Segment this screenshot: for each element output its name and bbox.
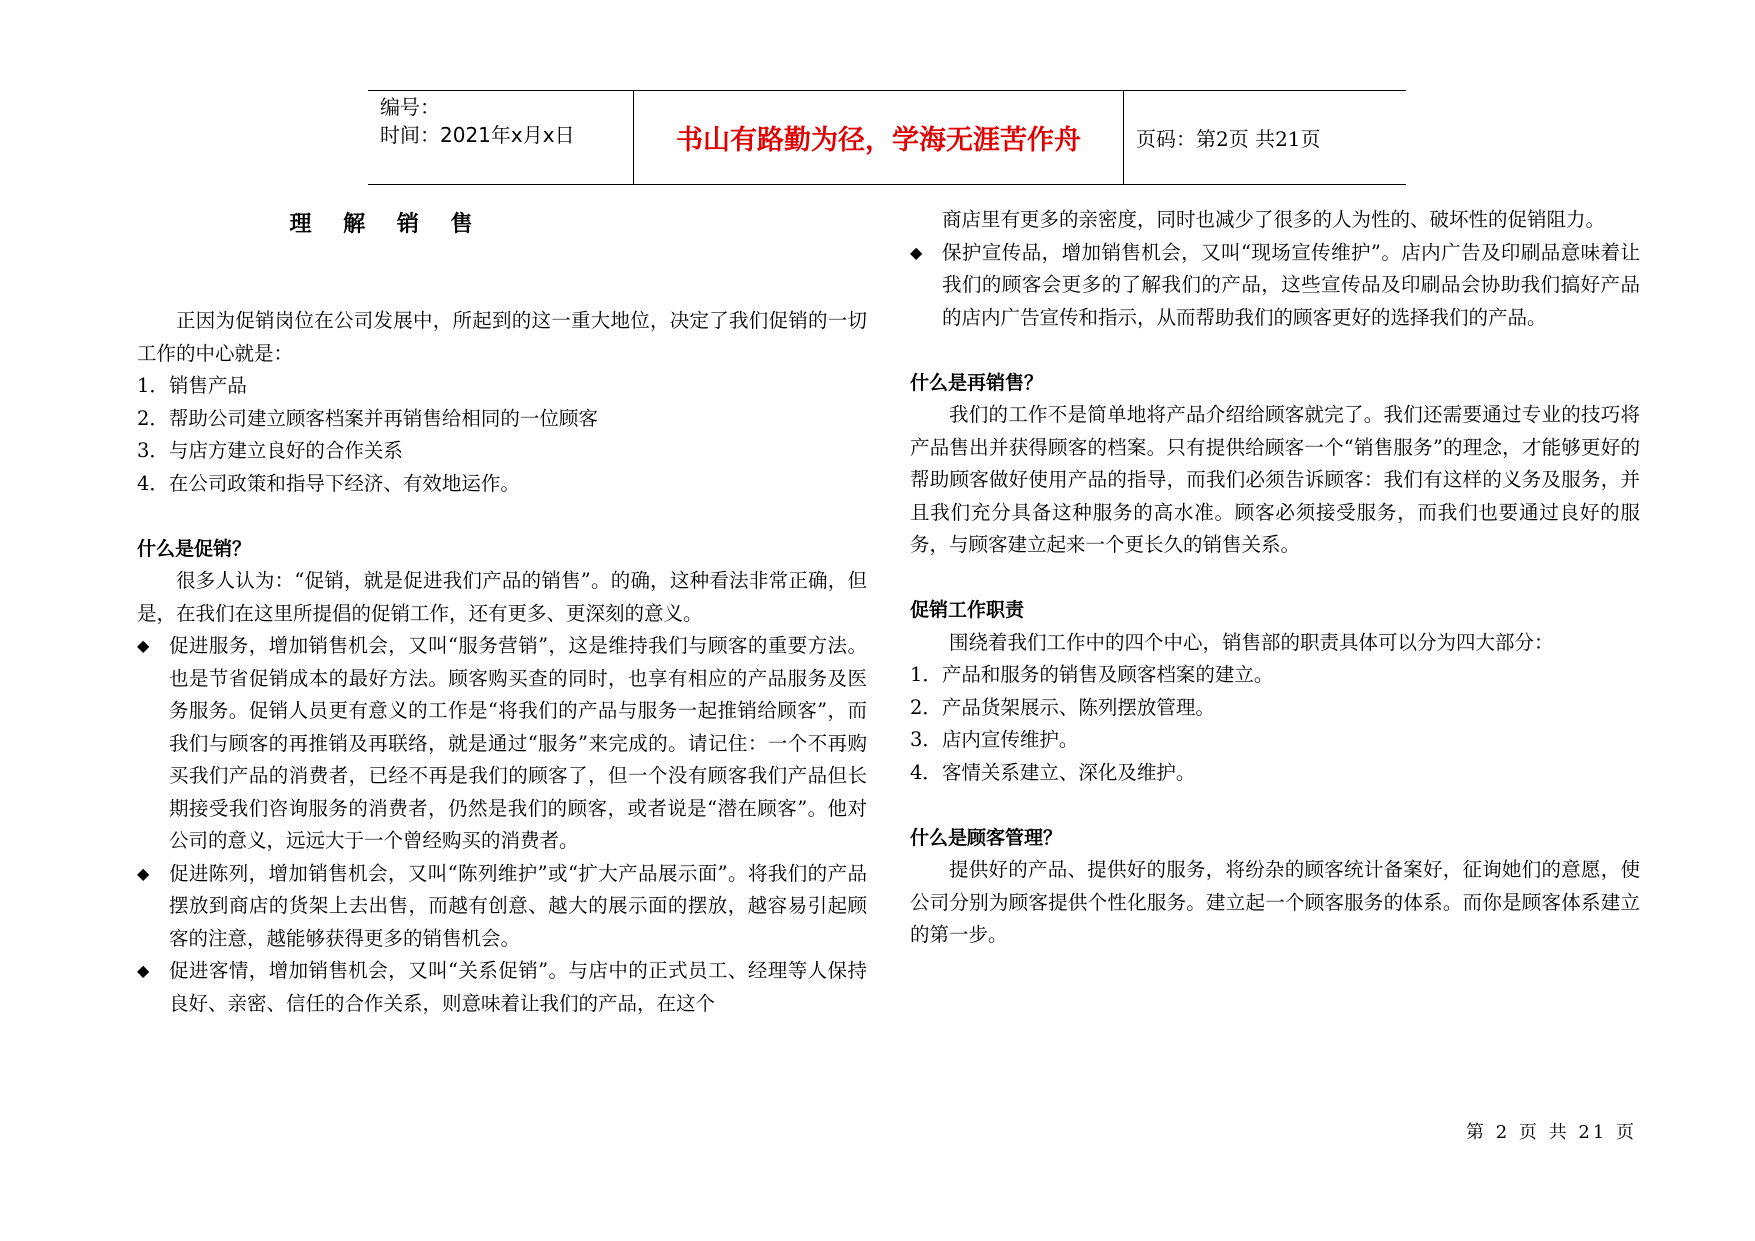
header-meta <box>368 91 634 184</box>
diamond-bullet-icon: ◆ <box>137 863 150 883</box>
diamond-bullet-icon: ◆ <box>137 961 150 980</box>
bullet-item <box>910 237 1640 335</box>
section-heading-resale: 什么是再销售？ <box>910 371 1044 394</box>
right-column <box>910 204 1640 952</box>
bullet-text: 促进陈列，增加销售机会，又叫“陈列维护”或“扩大产品展示面”。将我们的产品摆放到商店的货架上去出售，而越有创意、越大的展示面的摆放，越容易引起顾客的注意，越能够获得更多的销售机会。 <box>169 861 867 950</box>
intro-paragraph: 正因为促销岗位在公司发展中，所起到的这一重大地位，决定了我们促销的一切工作的中心就是： <box>137 309 867 365</box>
header-page-label: 页码：第2页 共21页 <box>1136 127 1321 151</box>
list-item: 2．产品货架展示、陈列摆放管理。 <box>910 695 1215 719</box>
bullet-text: 促进服务，增加销售机会，又叫“服务营销”，这是维持我们与顾客的重要方法。也是节省促销成本的最好方法。顾客购买查的同时，也享有相应的产品服务及医务服务。促销人员更有意义的工作是“将我们的产品与服务一起推销给顾客”，而我们与顾客的再推销及再联络，就是通过“服务”来完成的。请记住：一个不再购买我们产品的消费者，已经不再是我们的顾客了，但一个没有顾客我们产品但长期接受我们咨询服务的消费者，仍然是我们的顾客，或者说是“潜在顾客”。他对公司的意义，远远大于一个曾经购买的消费者。 <box>169 634 867 852</box>
diamond-bullet-icon: ◆ <box>137 636 150 655</box>
list-item: 4．在公司政策和指导下经济、有效地运作。 <box>137 471 520 495</box>
bullet-item <box>137 630 867 858</box>
section-heading-customer: 什么是顾客管理？ <box>910 826 1063 849</box>
bullet-item <box>137 858 867 956</box>
header-motto: 书山有路勤为径，学海无涯苦作舟 <box>634 91 1124 184</box>
bullet-item <box>137 955 867 1020</box>
bullet-continuation: 商店里有更多的亲密度，同时也减少了很多的人为性的、破坏性的促销阻力。 <box>942 208 1606 231</box>
list-item: 1．产品和服务的销售及顾客档案的建立。 <box>910 663 1274 686</box>
list-item: 3．店内宣传维护。 <box>910 728 1079 751</box>
list-item: 3．与店方建立良好的合作关系 <box>137 439 403 462</box>
list-item: 2．帮助公司建立顾客档案并再销售给相同的一位顾客 <box>137 406 598 430</box>
promo-paragraph: 很多人认为：“促销，就是促进我们产品的销售”。的确，这种看法非常正确，但是，在我们在这里所提倡的促销工作，还有更多、更深刻的意义。 <box>137 569 867 625</box>
section-heading-promo: 什么是促销？ <box>137 537 252 560</box>
document-header <box>368 90 1406 185</box>
bullet-text: 促进客情，增加销售机会，又叫“关系促销”。与店中的正式员工、经理等人保持良好、亲密、信任的合作关系，则意味着让我们的产品，在这个 <box>169 959 867 1015</box>
page-title: 理 解 销 售 <box>289 211 485 237</box>
diamond-bullet-icon: ◆ <box>910 242 923 262</box>
duty-paragraph: 围绕着我们工作中的四个中心，销售部的职责具体可以分为四大部分： <box>949 630 1554 654</box>
time-label: 时间：2021年x月x日 <box>380 123 575 147</box>
page-footer: 第 2 页 共 21 页 <box>1466 1122 1637 1143</box>
number-label: 编号： <box>380 95 440 119</box>
section-heading-duty: 促销工作职责 <box>910 599 1025 621</box>
bullet-text: 保护宣传品，增加销售机会，又叫“现场宣传维护”。店内广告及印刷品意味着让我们的顾客会更多的了解我们的产品，这些宣传品及印刷品会协助我们搞好产品的店内广告宣传和指示，从而帮助我们的顾客更好的选择我们的产品。 <box>942 240 1640 329</box>
list-item: 1．销售产品 <box>137 374 247 397</box>
customer-paragraph: 提供好的产品、提供好的服务，将纷杂的顾客统计备案好，征询她们的意愿，使公司分别为顾客提供个性化服务。建立起一个顾客服务的体系。而你是顾客体系建立的第一步。 <box>910 858 1640 946</box>
left-column <box>137 204 867 1020</box>
resale-paragraph: 我们的工作不是简单地将产品介绍给顾客就完了。我们还需要通过专业的技巧将产品售出并获得顾客的档案。只有提供给顾客一个“销售服务”的理念，才能够更好的帮助顾客做好使用产品的指导，而我们必须告诉顾客：我们有这样的义务及服务，并且我们充分具备这种服务的高水准。顾客必须接受服务，而我们也要通过良好的服务，与顾客建立起来一个更长久的销售关系。 <box>910 403 1640 556</box>
list-item: 4．客情关系建立、深化及维护。 <box>910 760 1196 784</box>
